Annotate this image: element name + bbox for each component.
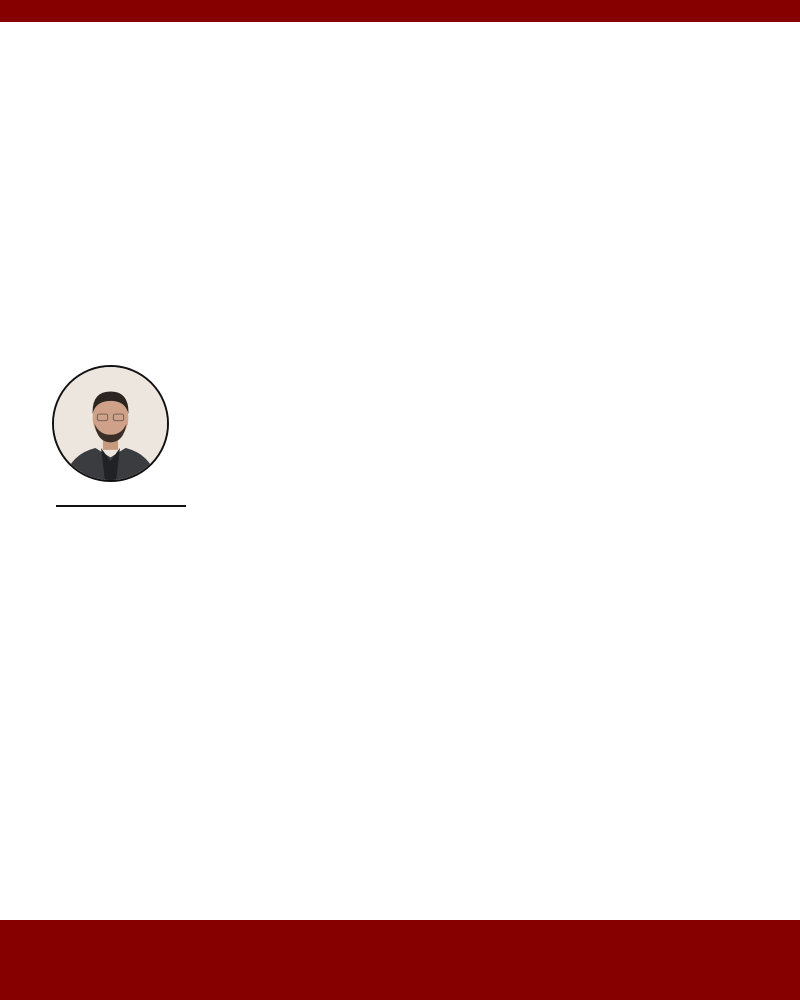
figure-12a-chart: [252, 704, 467, 876]
profile-name: [56, 503, 186, 507]
profile-photo: [52, 365, 169, 482]
figure-6-legend: [285, 601, 685, 655]
top-banner: [0, 0, 800, 22]
figure-12b-chart: [466, 704, 726, 876]
figure-12a: [252, 704, 467, 876]
figure-6-panels: [280, 476, 680, 606]
bottom-banner: [0, 920, 800, 1000]
portrait-photo-icon: [54, 367, 167, 480]
figure-12b: [466, 704, 726, 876]
